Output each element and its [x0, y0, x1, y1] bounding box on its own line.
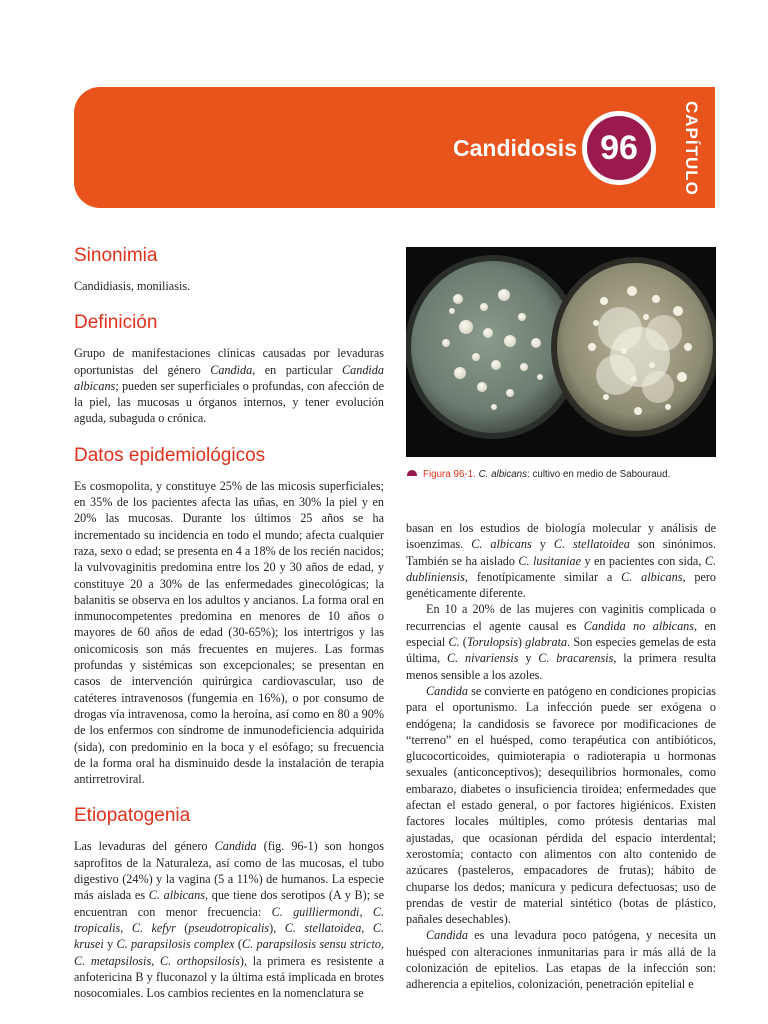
italic-term: C. guilliermondi: [271, 904, 360, 919]
section-paragraph: [74, 478, 384, 788]
text-run: ),: [269, 920, 285, 935]
section-heading: Sinonimia: [74, 245, 158, 266]
section-etiopatogenia: [74, 804, 384, 1001]
body-paragraph: [406, 927, 716, 992]
text-run: se convierte en patógeno en condiciones propicias para el oportunismo. La infección puede ser exógena o endógena; la candidosis se favorece por modificaciones de “terreno” en el huésped, como terapéutica con antibióticos, glucocorticoides, quimioterapia o radioterapia u hormonas sexuales (anticonceptivos); desequilibrios hormonales, como embarazo, diabetes o insuficiencia tiroidea; enfermedades que afectan el estado general, o por factores higiénicos. Existen factores locales múltiples, como prótesis dentarias mal ajustadas, que ocasionan pérdida del espacio interdental; xerostomía; contacto con alimentos con alto contenido de azúcares (pasteleros, empacadores de frutas); hábito de chuparse los dedos; manicura y pedicura defectuosas; uso de prendas de vestir de material sintético (botas de plástico, pañales desechables).: [406, 683, 716, 927]
italic-term: Candida no albicans: [583, 618, 695, 633]
section-paragraph: [74, 838, 384, 1001]
right-column: [406, 520, 716, 993]
italic-term: C.: [448, 635, 460, 650]
italic-term: Candida: [426, 683, 468, 698]
text-run: ; pueden ser superficiales o profundas, con afección de la piel, las mucosas u órganos internos, y tener evolución aguda, subaguda o crónica.: [74, 378, 384, 426]
text-run: , fenotípicamente similar a: [464, 569, 622, 584]
section-sinonimia: [74, 244, 384, 294]
italic-term: glabrata: [525, 635, 568, 650]
text-run: es una levadura poco patógena, y necesita un huésped con alteraciones inmunitarias para ir más allá de la colonización de epitelios. Las etapas de la infección son: adherencia a epitelios, colonización, penetración epitelial e: [406, 928, 716, 992]
text-run: son sinónimos. También se ha aislado: [406, 537, 717, 568]
text-run: , que tiene dos serotipos (A y B); se encuentran con menor frecuencia:: [74, 888, 384, 919]
section-heading: Definición: [74, 312, 158, 334]
chapter-title: Candidosis: [453, 135, 577, 161]
italic-term: C. kefyr: [131, 920, 176, 935]
text-run: basan en los estudios de biología molecular y análisis de isoenzimas.: [406, 521, 716, 552]
italic-term: C. parapsilosis complex: [116, 937, 235, 952]
italic-term: C. stellatoidea: [553, 537, 630, 552]
body-paragraph: [406, 520, 716, 601]
text-run: (: [459, 635, 467, 650]
figure-label: Figura 96-1.: [423, 469, 476, 480]
text-run: y: [531, 537, 554, 552]
italic-term: C. parapsilosis sensu stricto: [241, 937, 381, 952]
text-run: (fig. 96-1) son hongos saprofitos de la Naturaleza, así como de las mucosas, el tubo digestivo (24%) y la vagina (5 a 11%) de humanos. La especie más aislada es: [74, 839, 385, 903]
italic-term: C. metapsilosis: [74, 953, 152, 968]
text-run: (: [175, 920, 189, 935]
section-definicion: [74, 311, 384, 426]
text-run: En 10 a 20% de las mujeres con vaginitis complicada o recurrencias el agente causal es: [406, 602, 716, 633]
text-run: . Son especies gemelas de esta última,: [406, 635, 717, 666]
body-paragraph: [406, 683, 716, 927]
italic-term: Candida albicans: [74, 362, 384, 393]
caption-text: : cultivo en medio de Sabouraud.: [527, 469, 671, 480]
text-run: , pero genéticamente diferente.: [406, 569, 717, 601]
text-run: y: [518, 651, 539, 666]
italic-term: C. albicans: [621, 569, 683, 584]
text-run: ,: [359, 904, 373, 919]
text-run: ,: [151, 953, 160, 968]
text-run: y: [103, 937, 117, 952]
caption-marker-icon: [407, 470, 417, 476]
italic-term: pseudotropicalis: [188, 920, 270, 935]
text-run: Candidiasis, moniliasis.: [74, 279, 191, 293]
section-datos-epidemiologicos: [74, 444, 384, 788]
italic-term: Torulopsis: [466, 635, 518, 650]
italic-term: C. dubliniensis: [406, 553, 717, 584]
text-run: , la primera resulta menos sensible a los azoles.: [406, 651, 716, 682]
caption-species: C. albicans: [478, 469, 528, 480]
text-run: (: [234, 937, 242, 952]
italic-term: C. albicans: [148, 888, 205, 903]
text-run: ,: [380, 937, 384, 952]
left-column: [74, 244, 384, 1018]
text-run: ,: [361, 920, 373, 935]
petri-dish-photo: [406, 247, 716, 457]
text-run: ), la primera es resistente a anfotericina B y fluconazol y la última está implicada en brotes nosocomiales. Los cambios recientes en la nomenclatura se: [74, 953, 384, 1001]
italic-term: C. albicans: [471, 537, 532, 552]
italic-term: Candida: [214, 839, 257, 854]
text-run: Las levaduras del género: [74, 839, 215, 854]
italic-term: C. lusitaniae: [518, 553, 582, 568]
section-heading: Datos epidemiológicos: [74, 444, 266, 466]
italic-term: Candida: [426, 928, 468, 943]
chapter-number-badge: 96: [582, 111, 656, 185]
italic-term: C. orthopsilosis: [159, 953, 240, 968]
petri-dish-illustration: [406, 247, 716, 457]
chapter-label: CAPÍTULO: [682, 100, 701, 196]
section-paragraph: [74, 345, 384, 426]
figure-caption: [407, 468, 717, 482]
italic-term: C. krusei: [74, 920, 385, 952]
text-run: Grupo de manifestaciones clínicas causadas por levaduras oportunistas del género: [74, 346, 384, 377]
italic-term: Candida: [210, 362, 253, 377]
text-run: y en pacientes con sida,: [581, 553, 705, 568]
italic-term: C. nivariensis: [447, 651, 519, 666]
italic-term: C. tropicalis: [74, 904, 385, 935]
section-paragraph: [74, 278, 384, 294]
section-heading: Etiopatogenia: [74, 805, 191, 827]
text-run: Es cosmopolita, y constituye 25% de las micosis superficiales; en 35% de los pacientes afecta las uñas, en 30% la piel y en 20% las mucosas. Durante los últimos 25 años se ha incrementado su incidencia en todo el mundo; afecta cualquier raza, sexo o edad; se presenta en 4 a 18% de los recién nacidos; la vulvovaginitis predomina entre los 20 y 30 años de edad, y constituye 20 a 30% de las enfermedades ginecológicas; la balanitis se observa en los adultos y ancianos. La forma oral en inmunocompetentes predomina en menores de 10 años o mayores de 60 años de edad (30-65%); los intertrigos y las onicomicosis son más frecuentes en mujeres. Las formas profundas y sistémicas son excepcionales; se presentan en casos de intervención quirúrgica cardiovascular, uso de catéteres intravenosos (fungemia en 16%), o por consumo de drogas vía intravenosa, como la heroína, así como en 80 a 90% de los enfermos con síndrome de inmunodeficiencia adquirida (sida), con predominio en la boca y el esófago; su frecuencia de la forma oral ha disminuido desde la instalación de terapia antirretroviral.: [74, 478, 384, 787]
text-run: , en particular: [252, 362, 342, 377]
text-run: , en especial: [406, 618, 716, 650]
italic-term: C. stellatoidea: [284, 920, 362, 935]
italic-term: C. bracarensis: [538, 651, 614, 666]
text-run: ): [517, 635, 526, 650]
text-run: ,: [120, 920, 132, 935]
body-paragraph: [406, 601, 716, 682]
